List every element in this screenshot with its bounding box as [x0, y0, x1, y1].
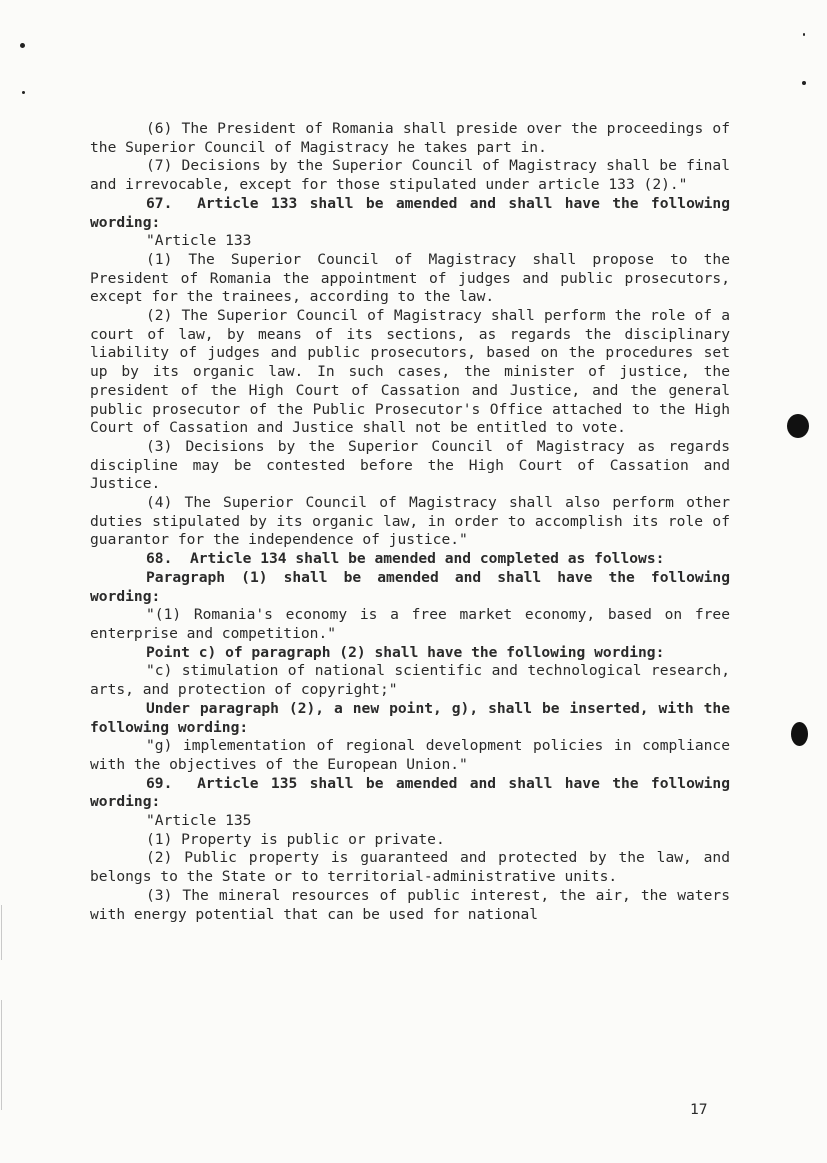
amendment-68-paragraph-1-heading: Paragraph (1) shall be amended and shall have the following wording:: [90, 568, 730, 605]
amendment-69: [90, 775, 730, 812]
page-number: 17: [690, 1101, 708, 1118]
paragraph-6: (6) The President of Romania shall preside over the proceedings of the Superior Council of Magistracy he takes part in.: [90, 120, 730, 156]
scan-speck: [22, 91, 25, 94]
scan-speck: [802, 81, 806, 85]
scan-speck: [803, 33, 805, 36]
scan-speck: [20, 43, 25, 48]
amendment-68-point-g-heading: Under paragraph (2), a new point, g), shall be inserted, with the following wording:: [90, 699, 730, 736]
item-number: 68.: [146, 550, 173, 568]
scan-edge-line: [1, 1000, 2, 1110]
scan-edge-line: [1, 905, 2, 960]
item-number: 69.: [146, 774, 173, 792]
amendment-68-point-c-heading: Point c) of paragraph (2) shall have the following wording:: [146, 643, 665, 661]
document-body: [90, 120, 730, 924]
amendment-heading: Article 134 shall be amended and completed as follows:: [189, 550, 665, 568]
article-135-para-1: (1) Property is public or private.: [146, 830, 445, 848]
article-134-point-c: "c) stimulation of national scientific and technological research, arts, and protection of copyright;": [90, 662, 730, 699]
article-134-para-1: "(1) Romania's economy is a free market economy, based on free enterprise and competition.": [90, 606, 730, 642]
punch-hole-lower: [791, 722, 808, 746]
article-133-para-4: (4) The Superior Council of Magistracy shall also perform other duties stipulated by its organic law, in order to accomplish its role of guarantor for the independence of justice.": [90, 494, 730, 549]
amendment-heading: Article 135 shall be amended and shall have the following wording:: [90, 774, 731, 811]
amendment-heading: Article 133 shall be amended and shall have the following wording:: [90, 194, 731, 231]
article-135-para-2: (2) Public property is guaranteed and protected by the law, and belongs to the State or to territorial-administrative units.: [90, 849, 730, 886]
article-133-para-2: (2) The Superior Council of Magistracy shall perform the role of a court of law, by means of its sections, as regards the disciplinary liability of judges and public prosecutors, based on the procedures set up by its organic law. In such cases, the minister of justice, the president of the High Court of Cassation and Justice, and the general public prosecutor of the Public Prosecutor's Office attached to the High Court of Cassation and Justice shall not be entitled to vote.: [90, 307, 730, 437]
article-135-heading: "Article 135: [146, 812, 252, 830]
punch-hole-upper: [787, 414, 809, 438]
article-134-point-g: "g) implementation of regional development policies in compliance with the objectives of the European Union.": [90, 737, 730, 773]
article-135-para-3: (3) The mineral resources of public interest, the air, the waters with energy potential that can be used for national: [90, 886, 730, 923]
article-133-para-3: (3) Decisions by the Superior Council of Magistracy as regards discipline may be contested before the High Court of Cassation and Justice.: [90, 437, 730, 493]
paragraph-7: (7) Decisions by the Superior Council of Magistracy shall be final and irrevocable, except for those stipulated under article 133 (2).": [90, 157, 730, 194]
item-number: 67.: [146, 194, 173, 212]
article-133-heading: "Article 133: [146, 232, 252, 250]
article-133-para-1: (1) The Superior Council of Magistracy shall propose to the President of Romania the appointment of judges and public prosecutors, except for the trainees, according to the law.: [90, 250, 730, 306]
amendment-68: [90, 550, 730, 569]
amendment-67: [90, 195, 730, 232]
